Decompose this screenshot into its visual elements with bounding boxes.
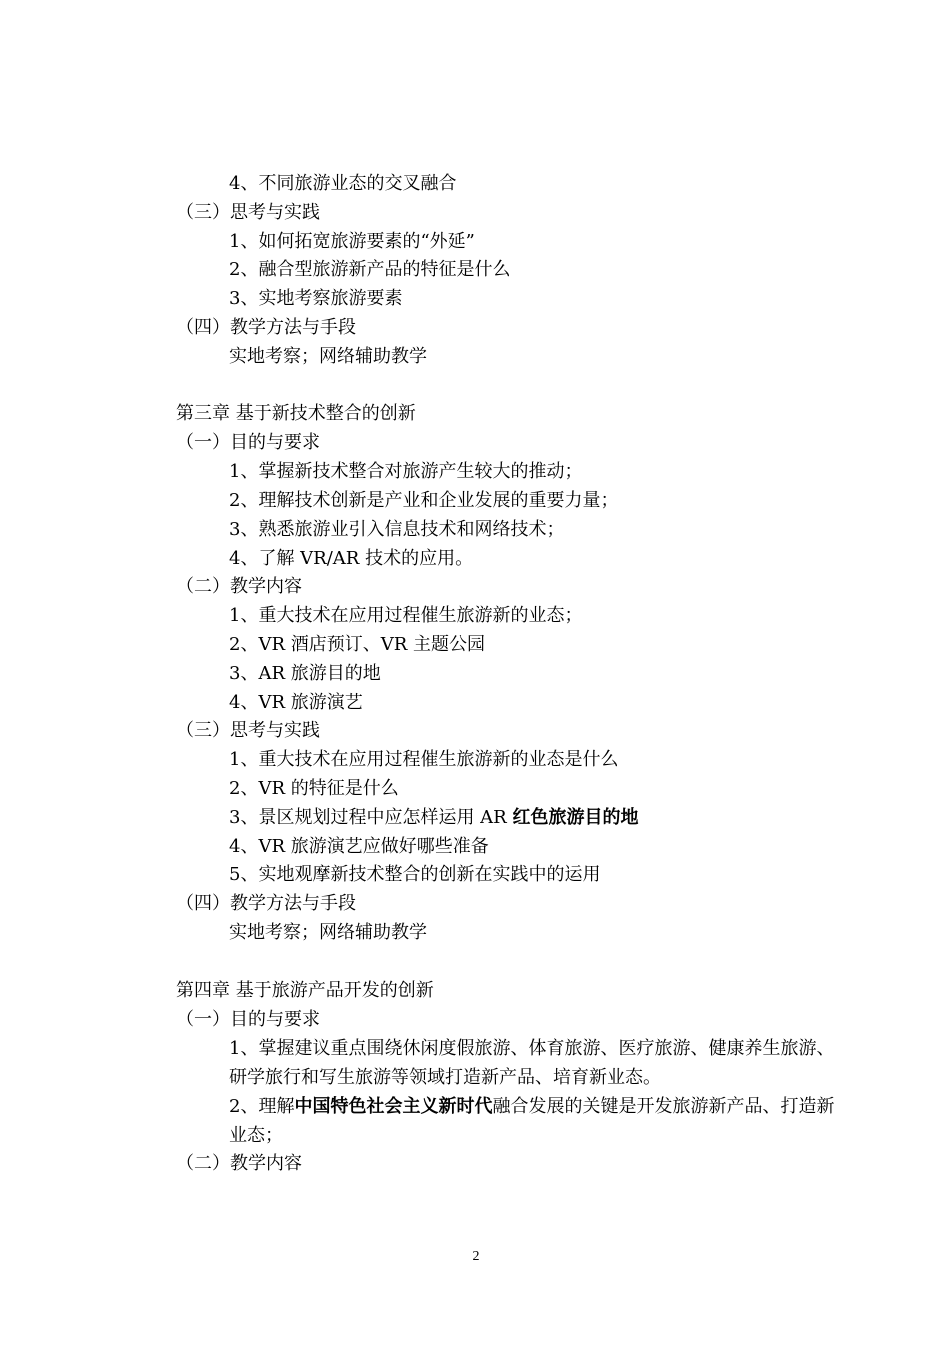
text-line: 2、融合型旅游新产品的特征是什么 — [229, 259, 511, 280]
section-heading: （四）教学方法与手段 — [176, 317, 356, 338]
section-heading: （三）思考与实践 — [176, 202, 320, 223]
text-line: 4、不同旅游业态的交叉融合 — [229, 173, 457, 194]
text-segment: 3、景区规划过程中应怎样运用 AR — [229, 807, 513, 828]
text-segment: 融合发展的关键是开发旅游新产品、打造新业态； — [229, 1096, 835, 1146]
text-line: 1、重大技术在应用过程催生旅游新的业态是什么 — [229, 749, 619, 770]
text-segment: 2、理解 — [229, 1096, 295, 1117]
text-line — [229, 806, 638, 830]
section-heading: （三）思考与实践 — [176, 720, 320, 741]
section-heading: （二）教学内容 — [176, 576, 302, 597]
text-line: 4、VR 旅游演艺 — [229, 692, 363, 713]
text-line: 3、AR 旅游目的地 — [229, 663, 381, 684]
text-line: 5、实地观摩新技术整合的创新在实践中的运用 — [229, 864, 601, 885]
section-heading: （二）教学内容 — [176, 1153, 302, 1174]
page-number: 2 — [472, 1249, 480, 1264]
text-line: 实地考察；网络辅助教学 — [229, 922, 427, 943]
text-line: 2、VR 的特征是什么 — [229, 778, 399, 799]
section-heading: （一）目的与要求 — [176, 432, 320, 453]
text-line: 1、重大技术在应用过程催生旅游新的业态； — [229, 605, 583, 626]
text-line: 2、理解技术创新是产业和企业发展的重要力量； — [229, 490, 619, 511]
chapter-title: 第三章 基于新技术整合的创新 — [176, 403, 416, 424]
text-line: 1、如何拓宽旅游要素的“外延” — [229, 231, 475, 252]
chapter-title: 第四章 基于旅游产品开发的创新 — [176, 980, 434, 1001]
text-line: 1、掌握新技术整合对旅游产生较大的推动； — [229, 461, 583, 482]
text-paragraph: 1、掌握建议重点围绕休闲度假旅游、体育旅游、医疗旅游、健康养生旅游、研学旅行和写生旅游等领域打造新产品、培育新业态。 — [229, 1038, 835, 1088]
text-line: 4、VR 旅游演艺应做好哪些准备 — [229, 836, 489, 857]
text-line: 3、熟悉旅游业引入信息技术和网络技术； — [229, 519, 565, 540]
bold-text: 红色旅游目的地 — [512, 807, 639, 828]
text-line: 实地考察；网络辅助教学 — [229, 346, 427, 367]
section-heading: （一）目的与要求 — [176, 1009, 320, 1030]
text-line: 4、了解 VR/AR 技术的应用。 — [229, 548, 474, 569]
text-paragraph — [229, 1092, 839, 1150]
bold-text: 中国特色社会主义新时代 — [294, 1096, 493, 1117]
text-line: 2、VR 酒店预订、VR 主题公园 — [229, 634, 485, 655]
section-heading: （四）教学方法与手段 — [176, 893, 356, 914]
text-line: 3、实地考察旅游要素 — [229, 288, 403, 309]
